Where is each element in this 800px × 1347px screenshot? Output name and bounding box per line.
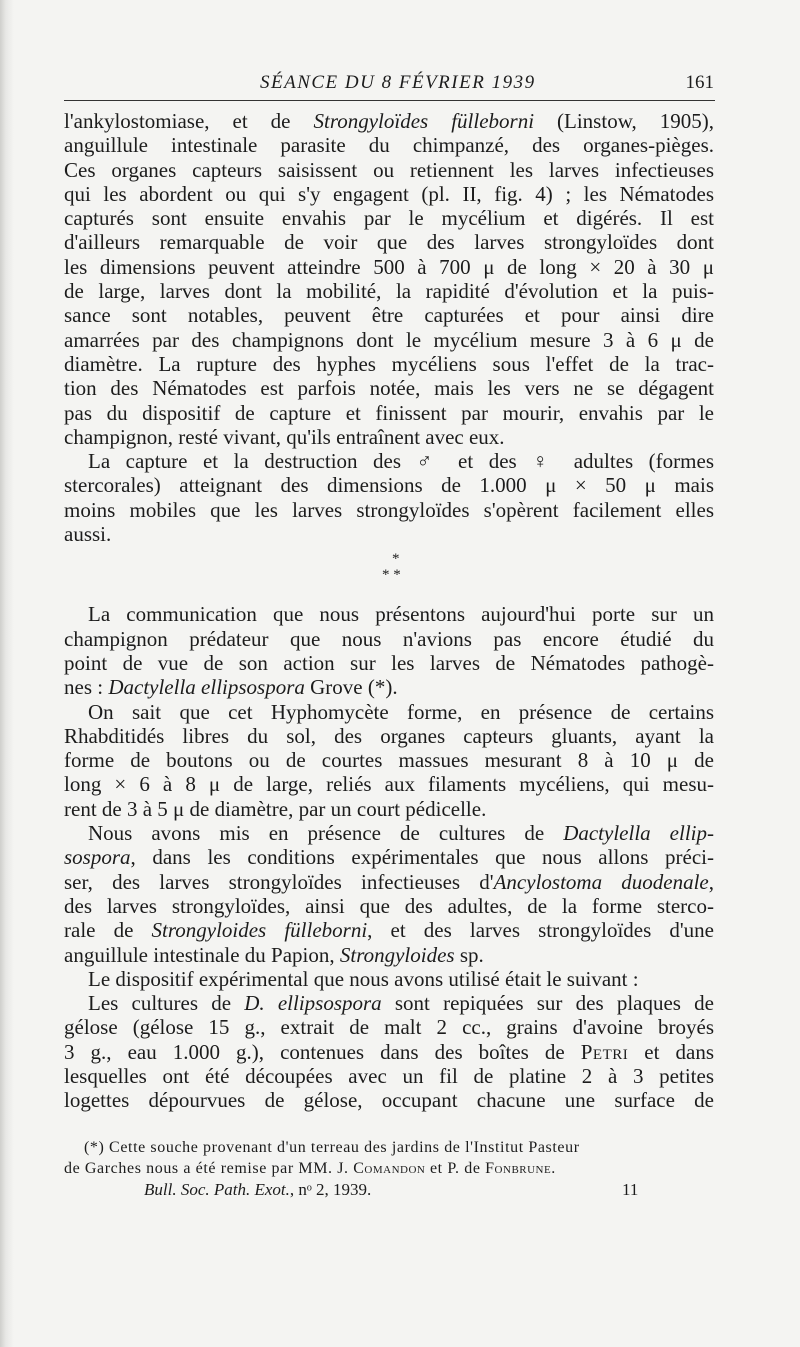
running-title: SÉANCE DU 8 FÉVRIER 1939 — [260, 72, 536, 93]
header-rule — [64, 100, 715, 101]
text-line: point de vue de son action sur les larves de Nématodes pathogè- — [64, 650, 714, 675]
text-line: d'ailleurs remarquable de voir que des larves strongyloïdes dont — [64, 230, 714, 255]
text-line: champignon, resté vivant, qu'ils entraînent avec eux. — [64, 424, 505, 449]
text-line: rent de 3 à 5 μ de diamètre, par un court pédicelle. — [64, 796, 487, 821]
text-line: l'ankylostomiase, et de Strongyloïdes fülleborni (Linstow, 1905), — [64, 109, 714, 133]
text-line: logettes dépourvues de gélose, occupant chacune une surface de — [64, 1088, 714, 1113]
author-name: Petri — [580, 1039, 629, 1064]
separator-stars: * * — [382, 567, 401, 584]
text-line: sospora, dans les conditions expérimentales que nous allons préci- — [64, 845, 714, 870]
text-line: Le dispositif expérimental que nous avons utilisé était le suivant : — [88, 966, 639, 991]
species-name: sospora — [64, 845, 131, 870]
species-name: Dactylella ellipsospora — [108, 675, 305, 700]
species-name: Strongyloides — [339, 942, 455, 967]
text-line: long × 6 à 8 μ de large, reliés aux filaments mycéliens, qui mesu- — [64, 772, 714, 797]
footnote-line: (*) Cette souche provenant d'un terreau des jardins de l'Institut Pasteur — [84, 1139, 580, 1156]
species-name: Dactylella ellip- — [563, 821, 714, 846]
body-text — [64, 109, 714, 1113]
text-line: La capture et la destruction des ♂ et des ♀ adultes (formes — [88, 449, 714, 474]
text-line: diamètre. La rupture des hyphes mycéliens sous l'effet de la trac- — [64, 351, 714, 376]
page-number: 161 — [685, 72, 714, 93]
author-name: Fonbrune — [485, 1160, 552, 1177]
paragraph-6 — [64, 967, 714, 991]
species-name: D. ellipsospora — [244, 991, 382, 1016]
paragraph-2 — [64, 449, 714, 546]
text-line: lesquelles ont été découpées avec un fil de platine 2 à 3 petites — [64, 1063, 714, 1088]
text-line: sance sont notables, peuvent être capturées et pour ainsi dire — [64, 303, 714, 328]
running-header — [64, 70, 714, 98]
footnote — [64, 1137, 728, 1179]
text-line: qui les abordent ou qui s'y engagent (pl. II, fig. 4) ; les Nématodes — [64, 181, 714, 206]
text-line: pas du dispositif de capture et finissent par mourir, envahis par le — [64, 400, 714, 425]
journal-citation — [144, 1180, 724, 1200]
text-line: forme de boutons ou de courtes massues mesurant 8 à 10 μ de — [64, 748, 714, 773]
signature-mark: 11 — [622, 1180, 639, 1199]
text-line: tion des Nématodes est parfois notée, mais les vers ne se dégagent — [64, 376, 714, 401]
text-line: capturés sont ensuite envahis par le mycélium et digérés. Il est — [64, 206, 714, 231]
paragraph-1 — [64, 109, 714, 449]
text-line: La communication que nous présentons aujourd'hui porte sur un — [88, 602, 714, 627]
footnote-line: de Garches nous a été remise par MM. J. Comandon et P. de Fonbrune. — [64, 1160, 556, 1177]
species-name: Strongyloïdes fülleborni — [313, 109, 535, 133]
journal-issue: , nᵒ 2, 1939. — [289, 1180, 372, 1199]
text-line: amarrées par des champignons dont le mycélium mesure 3 à 6 μ de — [64, 327, 714, 352]
text-line: aussi. — [64, 522, 112, 547]
paragraph-7 — [64, 991, 714, 1112]
species-name: Ancylostoma duodenale — [493, 869, 709, 894]
separator-star: * — [392, 551, 400, 568]
text-line: stercorales) atteignant des dimensions de 1.000 μ × 50 μ mais — [64, 473, 714, 498]
text-line: des larves strongyloïdes, ainsi que des adultes, de la forme sterco- — [64, 893, 714, 918]
text-line: anguillule intestinale parasite du chimpanzé, des organes-pièges. — [64, 133, 714, 158]
text-line: Rhabditidés libres du sol, des organes capteurs gluants, ayant la — [64, 723, 714, 748]
paragraph-3 — [64, 602, 714, 699]
text-line: de large, larves dont la mobilité, la rapidité d'évolution et la puis- — [64, 279, 714, 304]
section-separator — [64, 546, 714, 602]
text-line: gélose (gélose 15 g., extrait de malt 2 cc., grains d'avoine broyés — [64, 1015, 714, 1040]
text-line: moins mobiles que les larves strongyloïdes s'opèrent facilement elles — [64, 497, 714, 522]
text-line: 3 g., eau 1.000 g.), contenues dans des boîtes de Petri et dans — [64, 1039, 714, 1064]
journal-name: Bull. Soc. Path. Exot. — [144, 1180, 290, 1199]
paragraph-5 — [64, 821, 714, 967]
text-line: anguillule intestinale du Papion, Strongyloides sp. — [64, 942, 484, 967]
text-line: On sait que cet Hyphomycète forme, en présence de certains — [88, 699, 714, 724]
text-line: Les cultures de D. ellipsospora sont repiquées sur des plaques de — [88, 991, 714, 1016]
text-line: nes : Dactylella ellipsospora Grove (*). — [64, 675, 398, 700]
text-line: Nous avons mis en présence de cultures de Dactylella ellip- — [88, 821, 714, 846]
text-line: ser, des larves strongyloïdes infectieuses d'Ancylostoma duodenale, — [64, 869, 714, 894]
text-line: Ces organes capteurs saisissent ou retiennent les larves infectieuses — [64, 157, 714, 182]
author-name: Comandon — [353, 1160, 426, 1177]
text-line: rale de Strongyloides fülleborni, et des larves strongyloïdes d'une — [64, 918, 715, 943]
text-line: champignon prédateur que nous n'avions pas encore étudié du — [64, 626, 714, 651]
species-name: Strongyloides fülleborni — [151, 918, 368, 943]
text-line: les dimensions peuvent atteindre 500 à 700 μ de long × 20 à 30 μ — [64, 254, 714, 279]
paragraph-4 — [64, 700, 714, 821]
